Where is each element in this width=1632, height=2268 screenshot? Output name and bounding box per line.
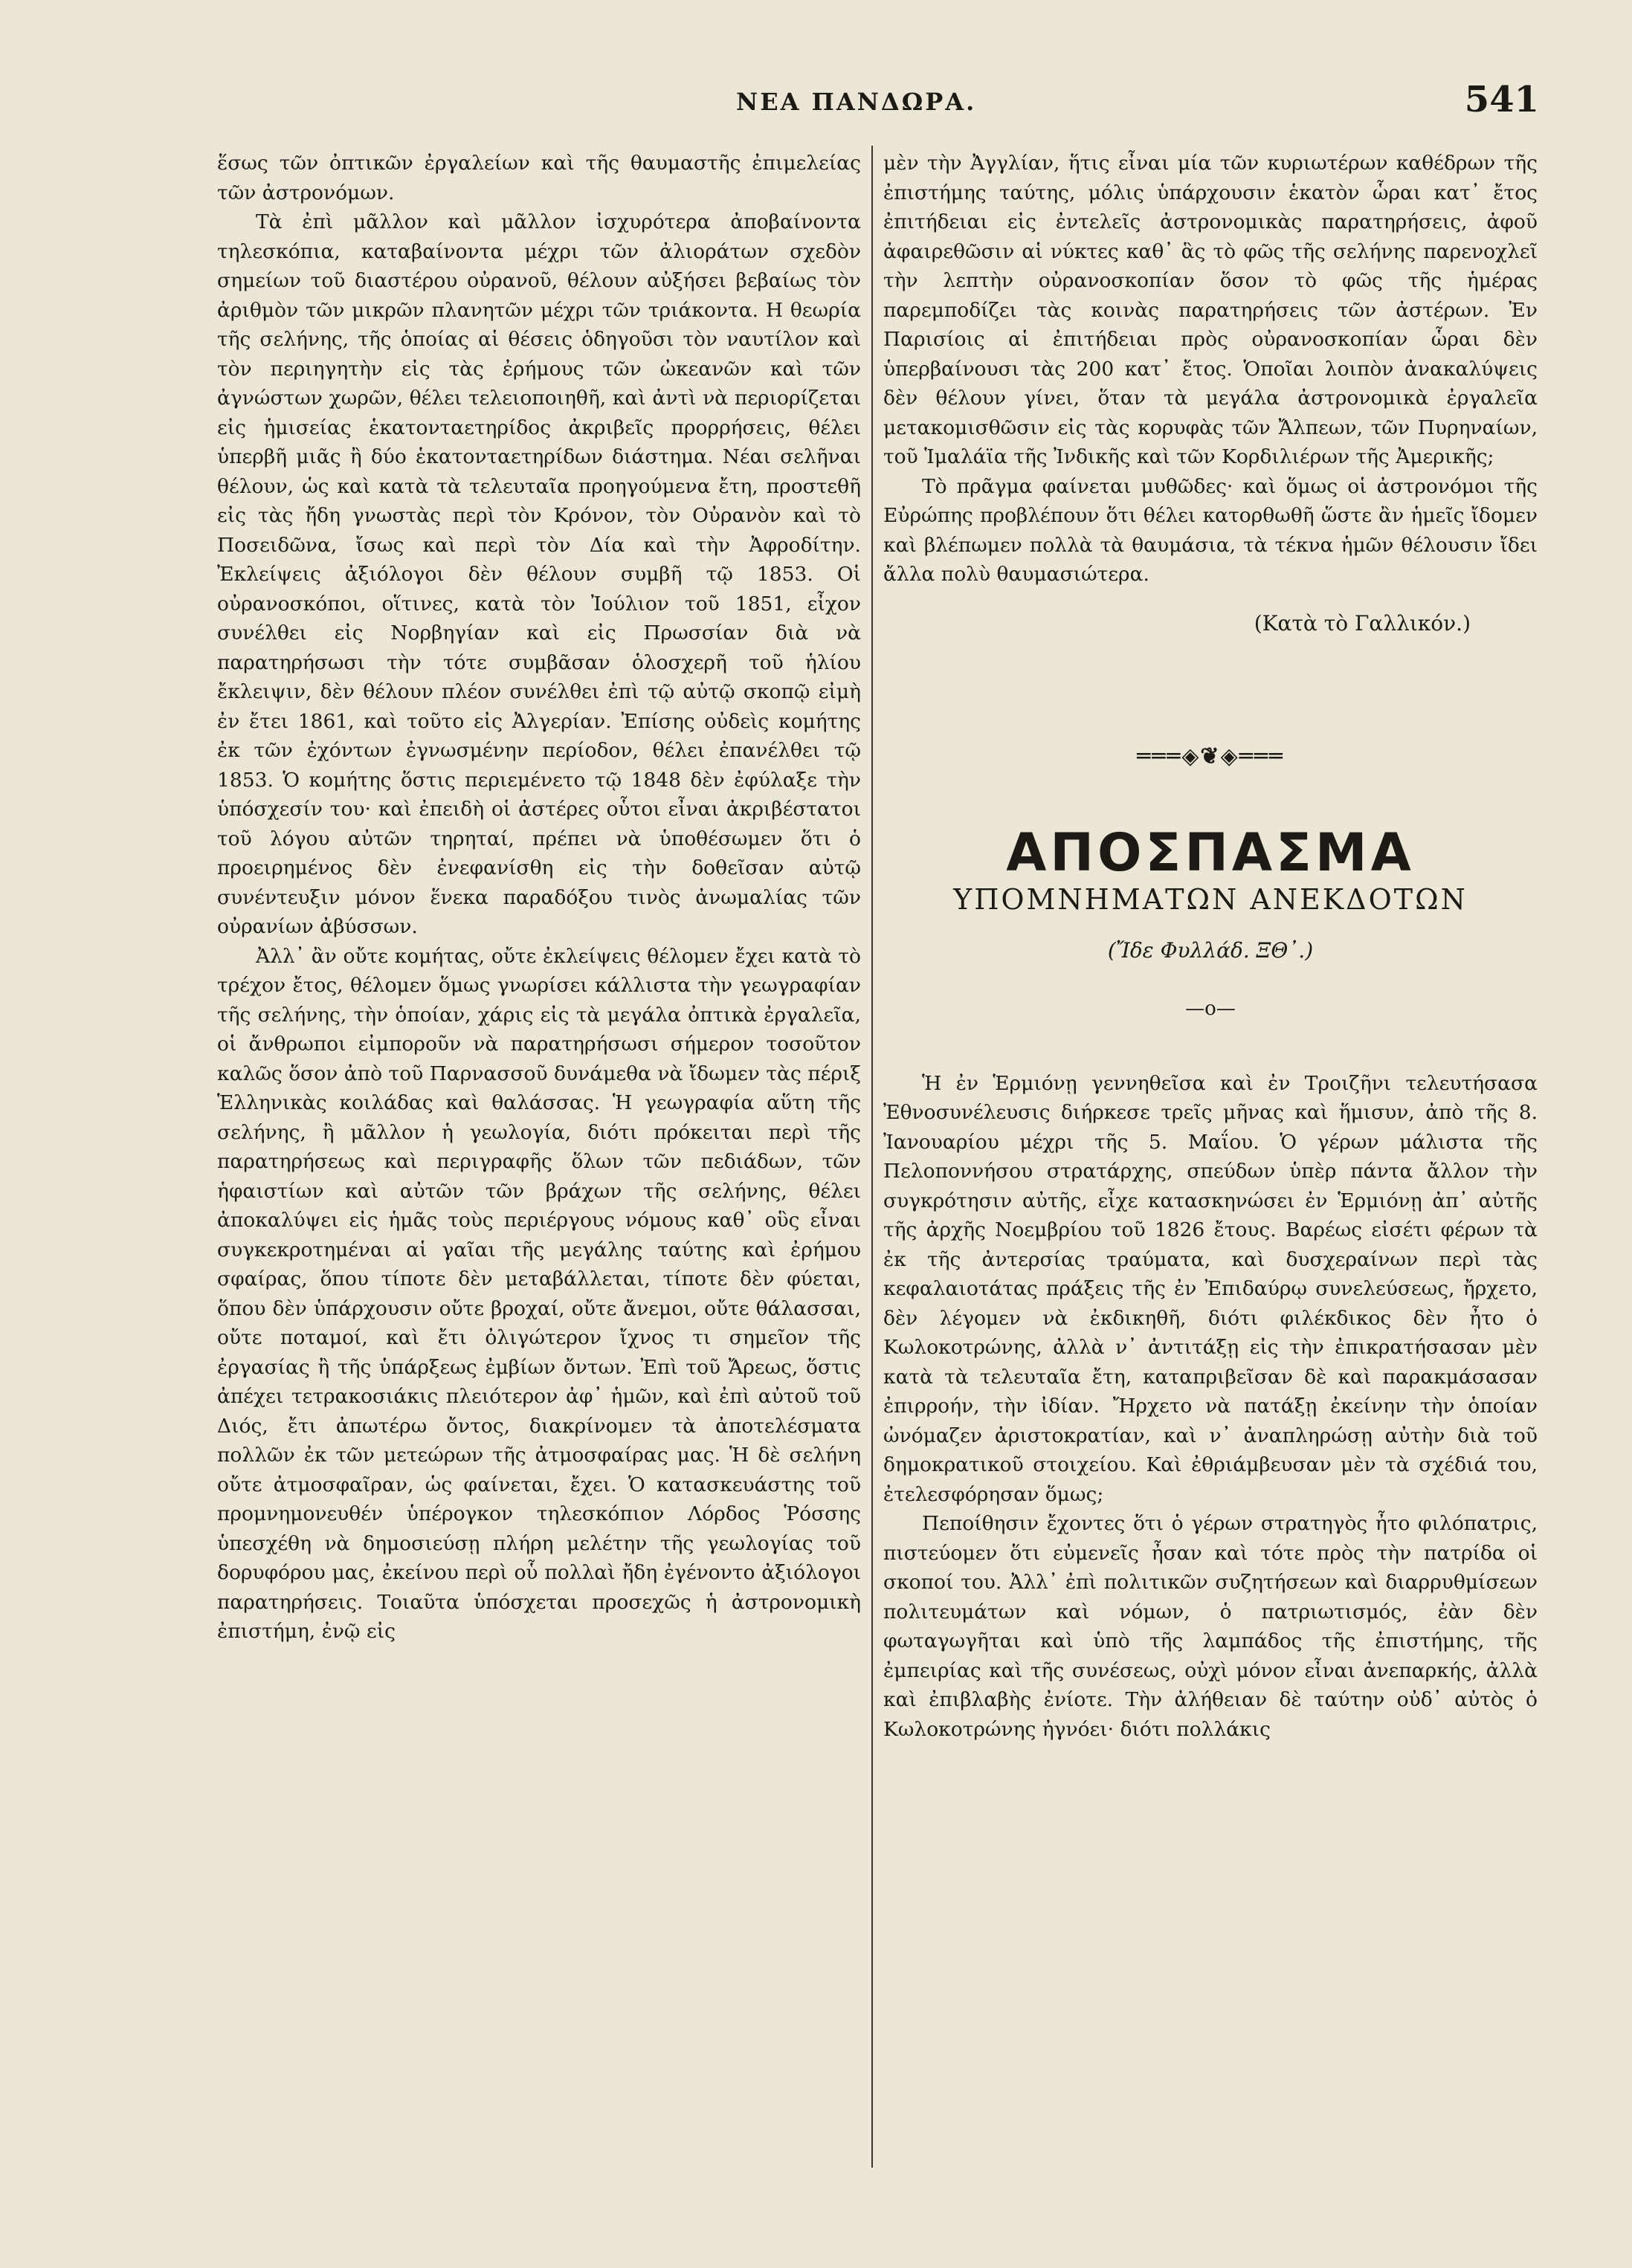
paragraph: Τὰ ἐπὶ μᾶλλον καὶ μᾶλλον ἰσχυρότερα ἀποβαίνοντα τηλεσκόπια, καταβαίνοντα μέχρι τῶν ἀλιοράτων σχεδὸν σημείων τοῦ διαστέρου οὐρανοῦ, θέλουν αὐξήσει βεβαίως τὸν ἀριθμὸν τῶν μικρῶν πλανητῶν μέχρι τῶν τριάκοντα. Η θεωρία τῆς σελήνης, τῆς ὁποίας αἱ θέσεις ὁδηγοῦσι τὸν ναυτίλον καὶ τὸν περιηγητὴν εἰς τὰς ἐρήμους τῶν ὠκεανῶν καὶ τῶν ἀγνώστων χωρῶν, θέλει τελειοποιηθῆ, καὶ ἀντὶ νὰ περιορίζεται εἰς ἡμισείας ἑκατονταετηρίδος ἀκριβεῖς προρρήσεις, θέλει ὑπερβῆ μιᾶς ἢ δύο ἑκατονταετηρίδων διάστημα. Νέαι σελῆναι θέλουν, ὡς καὶ κατὰ τὰ τελευταῖα προηγούμενα ἔτη, προστεθῆ εἰς τὰς ἤδη γνωστὰς περὶ τὸν Κρόνον, τὸν Οὐρανὸν καὶ τὸ Ποσειδῶνα, ἴσως καὶ περὶ τὸν Δία καὶ τὴν Ἀφροδίτην. Ἐκλείψεις ἀξιόλογοι δὲν θέλουν συμβῆ τῷ 1853. Οἱ οὐρανοσκόποι, οἵτινες, κατὰ τὸν Ἰούλιον τοῦ 1851, εἶχον συνέλθει εἰς Νορβηγίαν καὶ εἰς Πρωσσίαν διὰ νὰ παρατηρήσωσι τὴν τότε συμβᾶσαν ὁλοσχερῆ τοῦ ἡλίου ἔκλειψιν, δὲν θέλουν πλέον συνέλθει ἐπὶ τῷ αὐτῷ σκοπῷ εἰμὴ ἐν ἔτει 1861, καὶ τοῦτο εἰς Ἀλγερίαν. Ἐπίσης οὐδεὶς κομήτης ἐκ τῶν ἐχόντων ἐγνωσμένην περίοδον, θέλει ἐπανέλθει τῷ 1853. Ὁ κομήτης ὅστις περιεμένετο τῷ 1848 δὲν ἐφύλαξε τὴν ὑπόσχεσίν του· καὶ ἐπειδὴ οἱ ἀστέρες οὗτοι εἶναι ἀκριβέστατοι τοῦ λόγου αὐτῶν τηρηταί, πρέπει νὰ ὑποθέσωμεν ὅτι ὁ προειρημένος δὲν ἐνεφανίσθη εἰς τὴν δοθεῖσαν αὐτῷ συνέντευξιν μόνον ἕνεκα παραδόξου τινὸς ἀνωμαλίας τῶν οὐρανίων ἀβύσσων. [217,210,861,938]
paragraph: Τὸ πρᾶγμα φαίνεται μυθῶδες· καὶ ὅμως οἱ ἀστρονόμοι τῆς Εὐρώπης προβλέπουν ὅτι θέλει κατορθωθῆ ὥστε ἂν ἡμεῖς ἴδομεν καὶ βλέπωμεν πολλὰ τὰ θαυμάσια, τὰ τέκνα ἡμῶν θέλουσιν ἴδει ἄλλα πολὺ θαυμασιώτερα. [883,474,1538,586]
section-heading: ΑΠΟΣΠΑΣΜΑ [1006,821,1415,883]
paragraph: Ἀλλ᾽ ἂν οὔτε κομήτας, οὔτε ἐκλείψεις θέλομεν ἔχει κατὰ τὸ τρέχον ἔτος, θέλομεν ὅμως γνωρίσει κάλλιστα τὴν γεωγραφίαν τῆς σελήνης, τὴν ὁποίαν, χάρις εἰς τὰ μεγάλα ὀπτικὰ ἐργαλεῖα, οἱ ἄνθρωποι εἰμποροῦν νὰ παρατηρήσωσι σήμερον τοσοῦτον καλῶς ὅσον ἀπὸ τοῦ Παρνασσοῦ δυνάμεθα νὰ ἴδωμεν τὰς πέριξ Ἑλληνικὰς κοιλάδας καὶ θαλάσσας. Ἡ γεωγραφία αὕτη τῆς σελήνης, ἢ μᾶλλον ἡ γεωλογία, διότι πρόκειται περὶ τῆς παρατηρήσεως καὶ περιγραφῆς ὅλων τῶν πεδιάδων, τῶν ἡφαιστίων καὶ αὐτῶν τῶν βράχων τῆς σελήνης, θέλει ἀποκαλύψει εἰς ἡμᾶς τοὺς περιέργους νόμους καθ᾽ οὓς εἶναι συγκεκροτημέναι αἱ γαῖαι τῆς μεγάλης ταύτης καὶ ἐρήμου σφαίρας, ὅπου τίποτε δὲν μεταβάλλεται, τίποτε δὲν φύεται, ὅπου δὲν ὑπάρχουσιν οὔτε βροχαί, οὔτε ἄνεμοι, οὔτε θάλασσαι, οὔτε ποταμοί, καὶ ἔτι ὀλιγώτερον ἴχνος τι σημεῖον τῆς ἐργασίας ἢ τῆς ὑπάρξεως ἐμβίων ὄντων. Ἐπὶ τοῦ Ἄρεως, ὅστις ἀπέχει τετρακοσιάκις πλειότερον ἀφ᾽ ἡμῶν, καὶ ἐπὶ αὐτοῦ τοῦ Διός, ἔτι ἀπωτέρω ὄντος, διακρίνομεν τὰ ἀποτελέσματα πολλῶν ἐκ τῶν μετεώρων τῆς ἀτμοσφαίρας μας. Ἡ δὲ σελήνη οὔτε ἀτμοσφαῖραν, ὡς φαίνεται, ἔχει. Ὁ κατασκευάστης τοῦ προμνημονευθέν ὑπέρογκον τηλεσκόπιον Λόρδος Ῥόσσης ὑπεσχέθη νὰ δημοσιεύσῃ πλήρη μελέτην τῆς γεωλογίας τοῦ δορυφόρου μας, ἐκείνου περὶ οὗ πολλαὶ ἤδη ἐγένοντο ἀξιόλογοι παρατηρήσεις. Τοιαῦτα ὑπόσχεται προσεχῶς ἡ ἀστρονομικὴ ἐπιστήμη, ἐνῷ εἰς [217,944,861,1643]
publication-title: ΝΕΑ ΠΑΝΔΩΡΑ. [736,88,977,116]
paragraph: Ἡ ἐν Ἑρμιόνῃ γεννηθεῖσα καὶ ἐν Τροιζῆνι τελευτήσασα Ἐθνοσυνέλευσις διήρκεσε τρεῖς μῆνας καὶ ἥμισυν, ἀπὸ τῆς 8. Ἰανουαρίου μέχρι τῆς 5. Μαΐου. Ὁ γέρων μάλιστα τῆς Πελοποννήσου στρατάρχης, σπεύδων ὑπὲρ πάντα ἄλλον τὴν συγκρότησιν αὐτῆς, εἶχε κατασκηνώσει ἐν Ἑρμιόνῃ ἀπ᾽ αὐτῆς τῆς ἀρχῆς Νοεμβρίου τοῦ 1826 ἔτους. Βαρέως εἰσέτι φέρων τὰ ἐκ τῆς ἀντερσίας τραύματα, καὶ δυσχεραίνων περὶ τὰς κεφαλαιοτάτας πράξεις τῆς ἐν Ἐπιδαύρῳ συνελεύσεως, ἤρχετο, δὲν λέγομεν νὰ ἐκδικηθῆ, διότι φιλέκδικος δὲν ἦτο ὁ Κωλοκοτρώνης, ἀλλὰ ν᾽ ἀντιτάξῃ εἰς τὴν ἐπικρατήσασαν μὲν κατὰ τὰ τελευταῖα ἔτη, καταπριβεῖσαν δὲ καὶ παρακμάσασαν ἐπιρροήν, τὴν ἰδίαν. Ἤρχετο νὰ πατάξῃ ἐκείνην τὴν ὁποίαν ὠνόμαζεν ἀριστοκρατίαν, καὶ ν᾽ ἀναπληρώσῃ αὐτὴν διὰ τοῦ δημοκρατικοῦ στοιχείου. Καὶ ἐθριάμβευσαν μὲν τὰ σχέδιά του, ἐτελεσφόρησαν ὅμως; [883,1071,1538,1506]
paragraph: Πεποίθησιν ἔχοντες ὅτι ὁ γέρων στρατηγὸς ἦτο φιλόπατρις, πιστεύομεν ὅτι εὐμενεῖς ἦσαν καὶ τότε πρὸς τὴν πατρίδα οἱ σκοποί του. Ἀλλ᾽ ἐπὶ πολιτικῶν συζητήσεων καὶ διαρρυθμίσεων πολιτευμάτων καὶ νόμων, ὁ πατριωτισμός, ἐὰν δὲν φωταγωγῆται καὶ ὑπὸ τῆς λαμπάδος τῆς ἐπιστήμης, τῆς ἐμπειρίας καὶ τῆς συνέσεως, οὐχὶ μόνον εἶναι ἀνεπαρκής, ἀλλὰ καὶ ἐπιβλαβὴς ἐνίοτε. Τὴν ἀλήθειαν δὲ ταύτην οὐδ᾽ αὐτὸς ὁ Κωλοκοτρώνης ἠγνόει· διότι πολλάκις [883,1512,1538,1741]
column-rule [871,146,873,2168]
section-note: (Ἴδε Φυλλάδ. ΞΘ᾽.) [1107,937,1314,963]
page-number: 541 [1464,79,1539,120]
ornament-divider: ═══◈❦◈═══ [1137,743,1284,769]
source-byline: (Κατὰ τὸ Γαλλικόν.) [1254,610,1471,636]
paragraph: μὲν τὴν Ἀγγλίαν, ἥτις εἶναι μία τῶν κυριωτέρων καθέδρων τῆς ἐπιστήμης ταύτης, μόλις ὑπάρχουσιν ἑκατὸν ὧραι κατ᾽ ἔτος ἐπιτήδειαι εἰς ἐντελεῖς ἀστρονομικὰς παρατηρήσεις, ἀφοῦ ἀφαιρεθῶσιν αἱ νύκτες καθ᾽ ἃς τὸ φῶς τῆς σελήνης παρενοχλεῖ τὴν λεπτὴν οὐρανοσκοπίαν ὅσον τὸ φῶς τῆς ἡμέρας παρεμποδίζει τὰς κοινὰς παρατηρήσεις τῶν ἀστέρων. Ἐν Παρισίοις αἱ ἐπιτήδειαι πρὸς οὐρανοσκοπίαν ὧραι δὲν ὑπερβαίνουσι τὰς 200 κατ᾽ ἔτος. Ὁποῖαι λοιπὸν ἀνακαλύψεις δὲν θέλουν γίνει, ὅταν τὰ μεγάλα ἀστρονομικὰ ἐργαλεῖα μετακομισθῶσιν εἰς τὰς κορυφὰς τῶν Ἄλπεων, τῶν Πυρηναίων, τοῦ Ἱμαλάϊα τῆς Ἰνδικῆς καὶ τῶν Κορδιλιέρων τῆς Ἀμερικῆς; [883,152,1538,468]
right-column [883,149,1538,1744]
left-column [217,149,861,1647]
paragraph: ἕσως τῶν ὀπτικῶν ἐργαλείων καὶ τῆς θαυμαστῆς ἐπιμελείας τῶν ἀστρονόμων. [217,152,861,204]
section-subheading: ΥΠΟΜΝΗΜΑΤΩΝ ΑΝΕΚΔΟΤΩΝ [953,883,1468,916]
running-head [223,79,1561,132]
small-divider: —o— [1185,998,1236,1020]
